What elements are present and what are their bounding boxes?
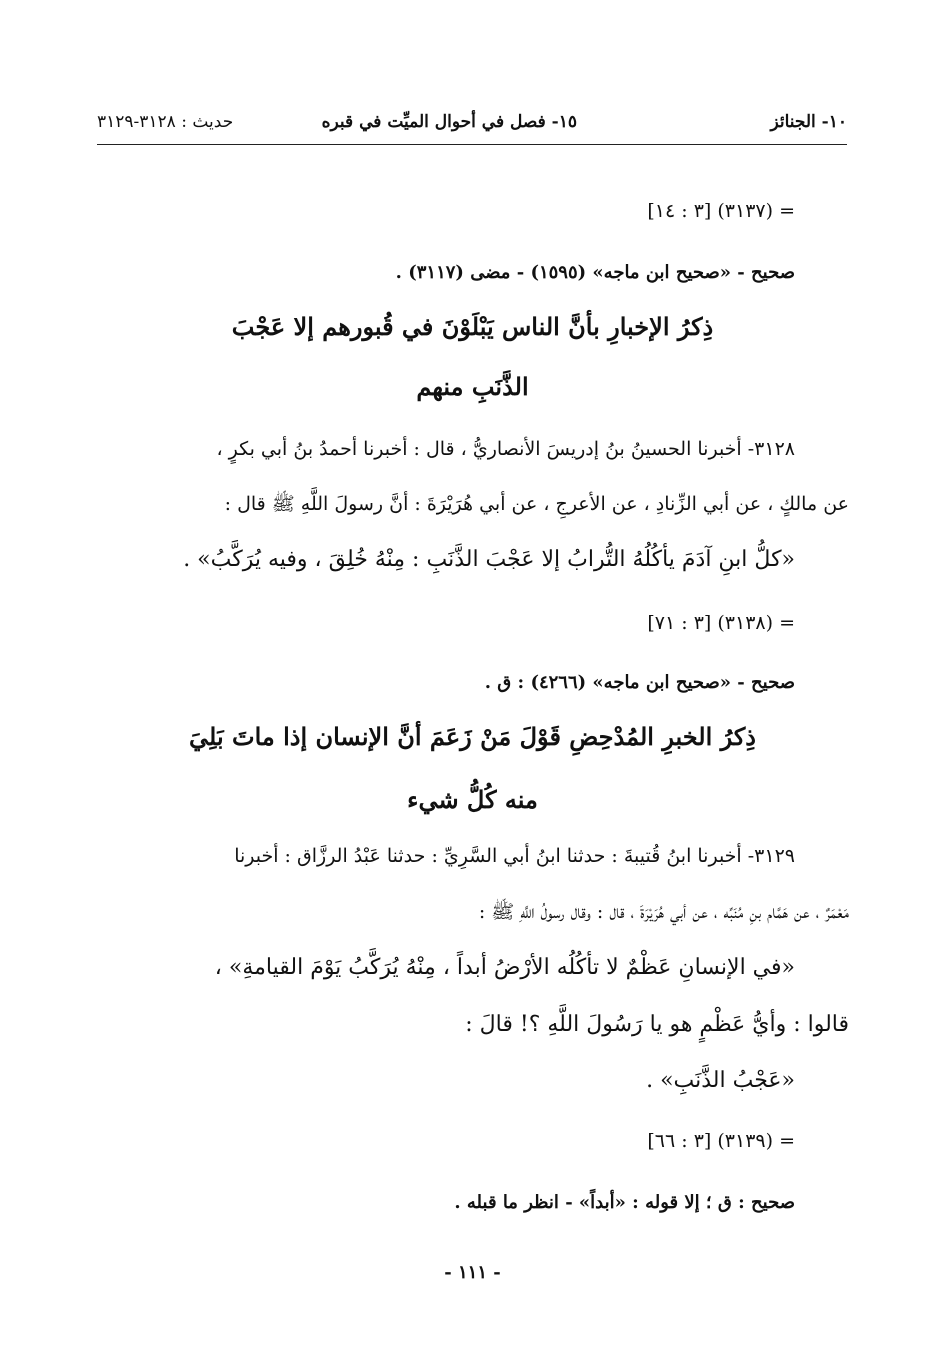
hadith-isnad-line: مَعْمَرٌ ، عن هَمَّام بنِ مُنَبِّه ، عن أبي هُرَيْرَةَ ، قال : وقال رسولُ اللَّهِ ﷺ : bbox=[478, 901, 849, 923]
reference-line: = (٣١٣٩) [٣ : ٦٦] bbox=[647, 1130, 795, 1152]
running-header bbox=[97, 110, 847, 145]
hadith-isnad-line: ٣١٢٨- أخبرنا الحسينُ بنُ إدريسَ الأنصاريُّ ، قال : أخبرنا أحمدُ بنُ أبي بكرٍ ، bbox=[216, 438, 795, 460]
hadith-isnad-line: عن مالكٍ ، عن أبي الزِّنادِ ، عن الأعرجِ ، عن أبي هُرَيْرَةَ : أنَّ رسولَ اللَّهِ ﷺ قال : bbox=[224, 493, 849, 515]
hadith-matn-line: «كلُّ ابنِ آدَمَ يأكُلُهُ التُّرابُ إلا عَجْبَ الذَّنَبِ : مِنْهُ خُلِقَ ، وفيه يُرَكَّبُ» . bbox=[183, 547, 795, 572]
section-heading-line: ذِكرُ الإخبارِ بأنَّ الناس يَبْلَوْنَ في قُبورهم إلا عَجْبَ bbox=[231, 312, 714, 341]
header-hadith-range: حديث : ٣١٢٨-٣١٢٩ bbox=[97, 112, 234, 132]
header-chapter-title: ١٥- فصل في أحوال الميِّت في قبره bbox=[321, 112, 577, 132]
grading-line: صحيح - «صحيح ابن ماجه» (٤٢٦٦) : ق . bbox=[484, 672, 795, 693]
grading-line: صحيح - «صحيح ابن ماجه» (١٥٩٥) - مضى (٣١١٧) . bbox=[395, 262, 795, 283]
header-book-title: ١٠- الجنائز bbox=[770, 112, 847, 132]
hadith-matn-line: قالوا : وأيُّ عَظْمٍ هو يا رَسُولَ اللَّهِ ؟! قالَ : bbox=[465, 1012, 849, 1037]
reference-line: = (٣١٣٧) [٣ : ١٤] bbox=[647, 200, 795, 222]
section-heading-line: الذَّنَبِ منهم bbox=[416, 372, 529, 401]
section-heading-line: ذِكرُ الخبرِ المُدْحِضِ قَوْلَ مَنْ زَعَمَ أنَّ الإنسان إذا ماتَ بَلِيَ bbox=[189, 722, 756, 751]
page-number: - ١١١ - bbox=[444, 1262, 501, 1283]
hadith-matn-line: «في الإنسانِ عَظْمٌ لا تأكُلُه الأرْضُ أبداً ، مِنْهُ يُرَكَّبُ يَوْمَ القيامةِ» ، bbox=[214, 955, 795, 980]
grading-line: صحيح : ق ؛ إلا قوله : «أبداً» - انظر ما قبله . bbox=[454, 1192, 795, 1213]
hadith-matn-line: «عَجْبُ الذَّنَبِ» . bbox=[646, 1068, 795, 1093]
reference-line: = (٣١٣٨) [٣ : ٧١] bbox=[647, 612, 795, 634]
hadith-isnad-line: ٣١٢٩- أخبرنا ابنُ قُتيبةَ : حدثنا ابنُ أبي السَّرِيِّ : حدثنا عَبْدُ الرزَّاق : أخبرنا bbox=[234, 845, 795, 867]
section-heading-line: منه كُلُّ شيء bbox=[407, 785, 538, 814]
